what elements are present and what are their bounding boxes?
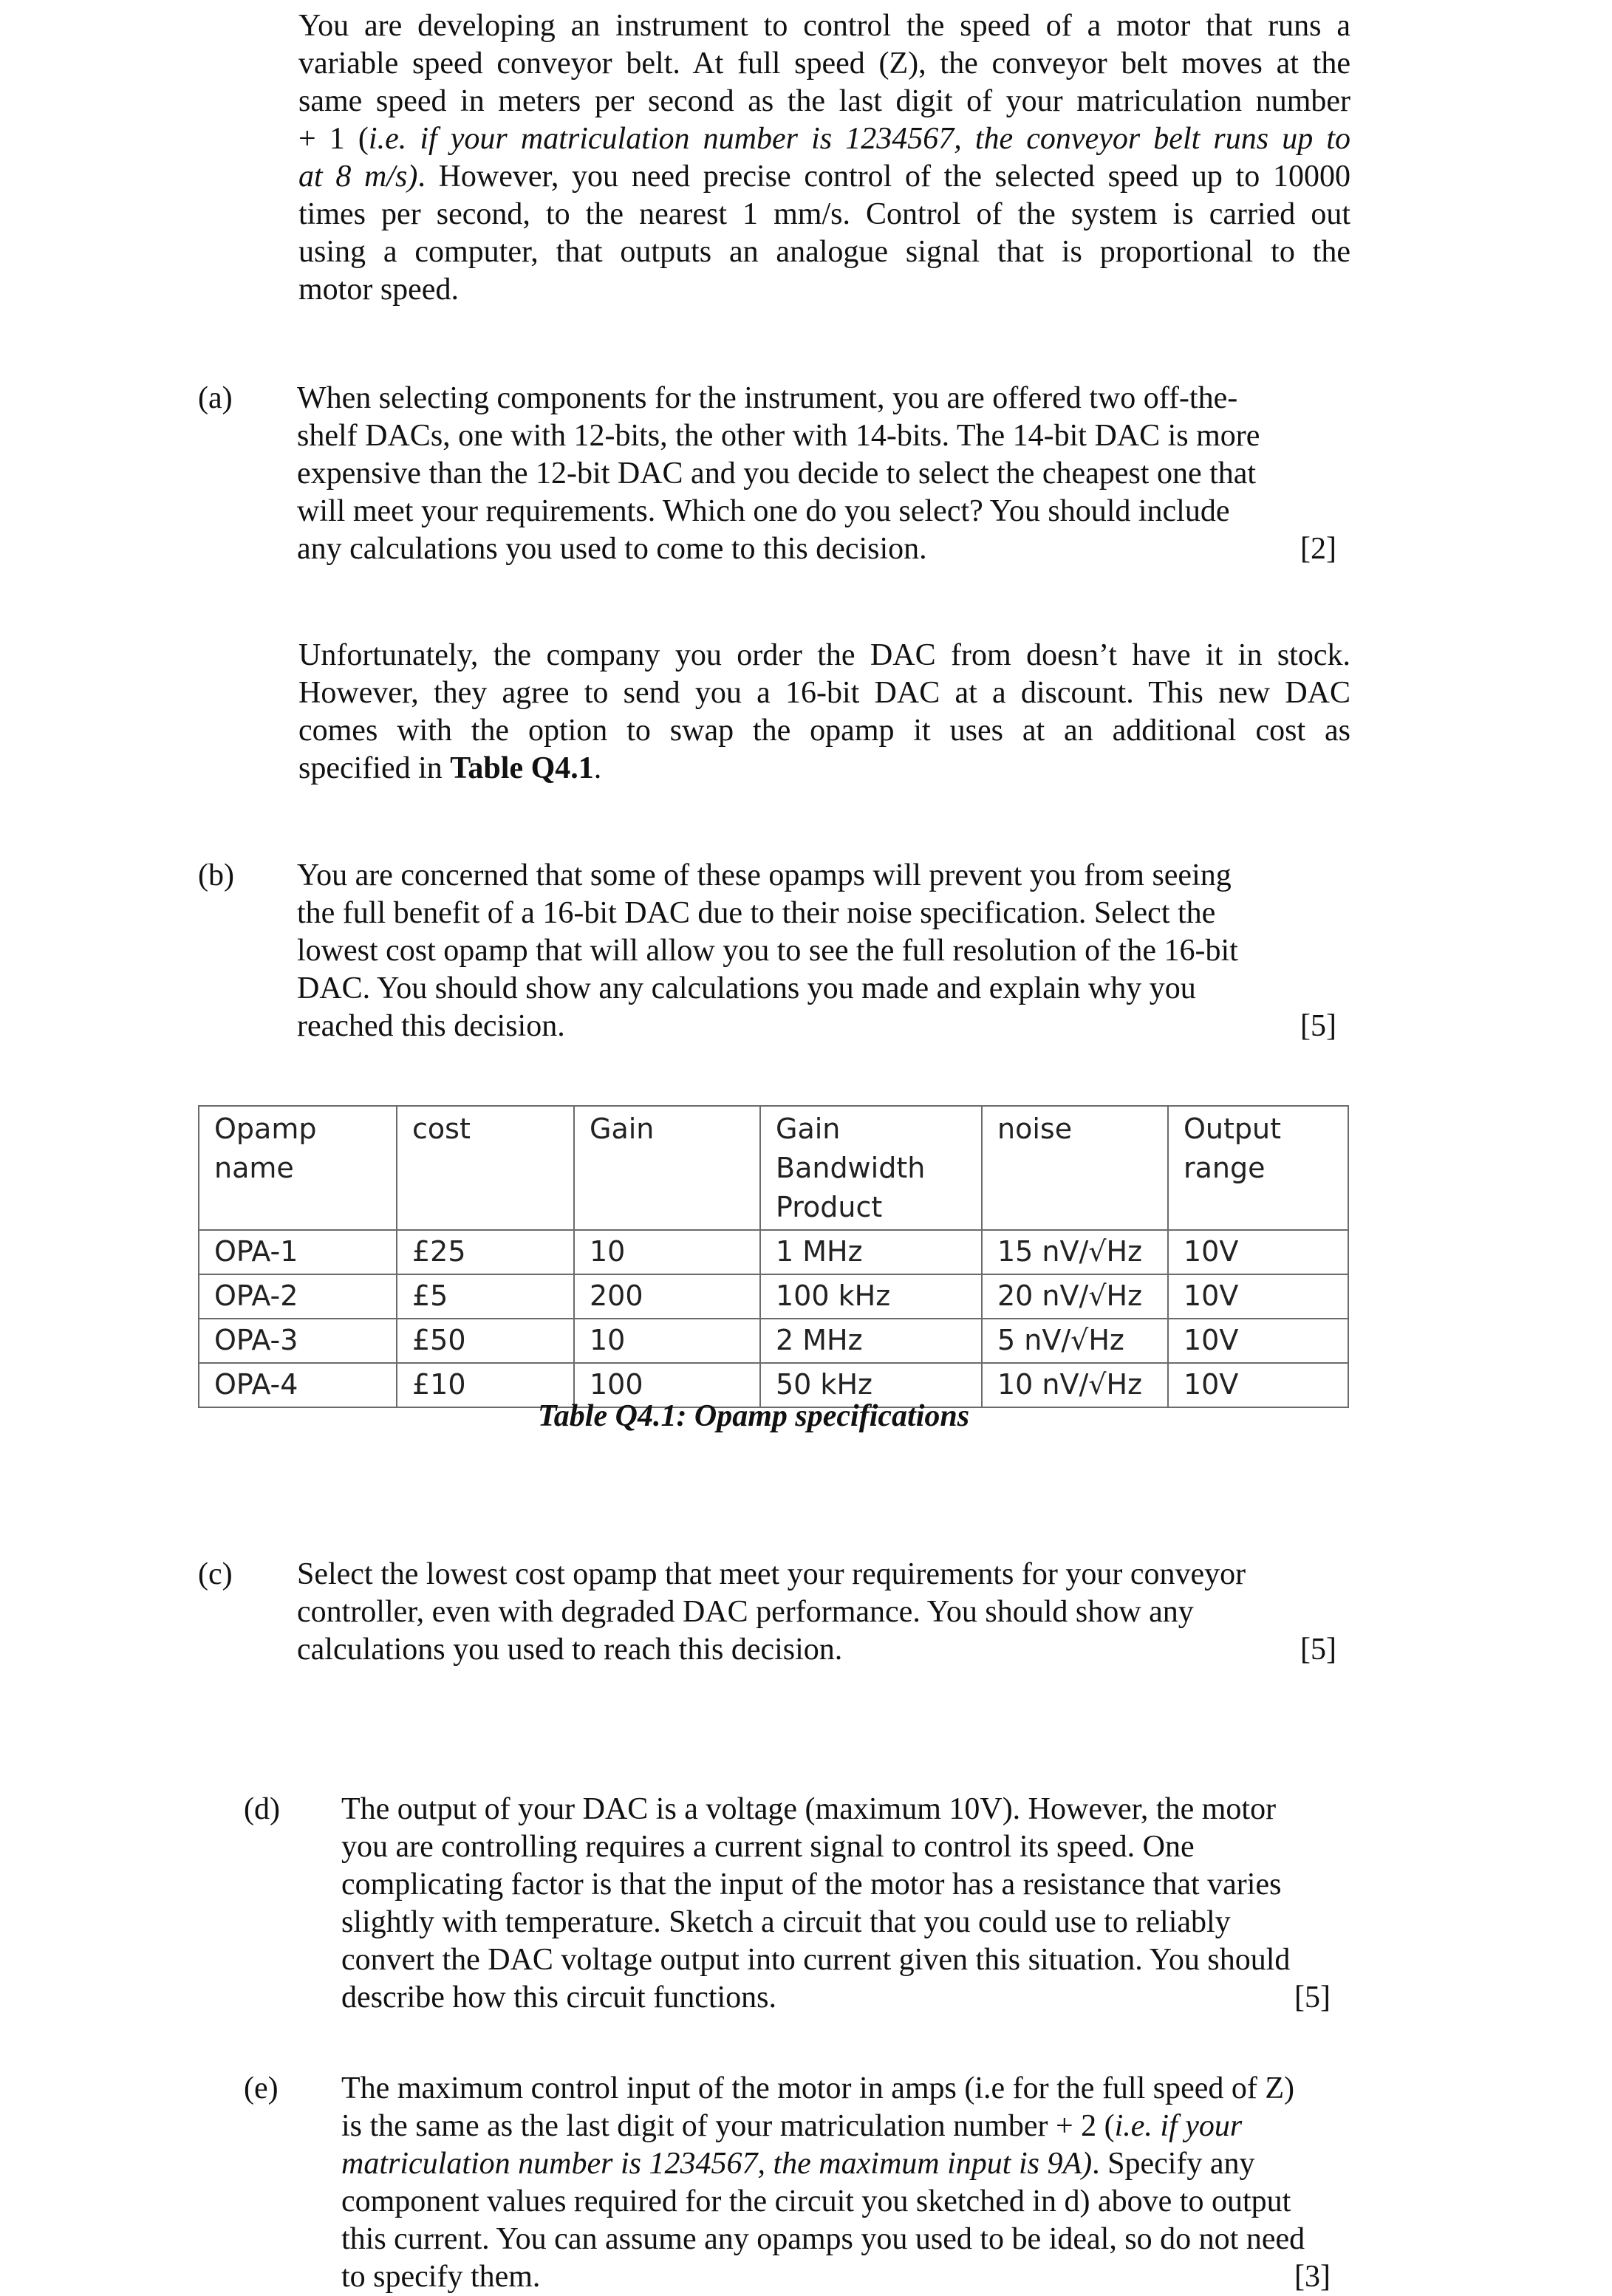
- intro-line: [298, 120, 1350, 158]
- question-line: shelf DACs, one with 12-bits, the other with 14-bits. The 14-bit DAC is more: [297, 419, 1260, 453]
- table-cell: OPA-1: [199, 1230, 397, 1274]
- table-cell: 50 kHz: [760, 1363, 982, 1407]
- part-c-marks: [5]: [1300, 1633, 1336, 1667]
- table-row: [199, 1274, 1348, 1319]
- part-e-marks: [3]: [1294, 2260, 1331, 2294]
- table-caption: Table Q4.1: Opamp specifications: [538, 1399, 970, 1433]
- intro-italic-example: i.e. if your matriculation number is 1234567, the conveyor belt runs up to: [368, 122, 1350, 156]
- table-cell: 20 nV/√Hz: [982, 1274, 1168, 1319]
- question-text: is the same as the last digit of your matriculation number + 2 (: [341, 2109, 1115, 2143]
- question-line: any calculations you used to come to this decision.: [297, 532, 927, 566]
- table-cell: £10: [397, 1363, 574, 1407]
- part-c-label: (c): [198, 1557, 233, 1591]
- header-cell: cost: [397, 1106, 574, 1230]
- intro-paragraph: [298, 7, 1350, 309]
- note-text: .: [593, 751, 602, 785]
- question-line: You are concerned that some of these opamps will prevent you from seeing: [297, 858, 1232, 892]
- table-row: [199, 1319, 1348, 1363]
- intro-text: + 1 (: [298, 122, 369, 156]
- part-b-question: [297, 857, 1350, 1045]
- table-header-row: [199, 1106, 1348, 1230]
- table-cell: £50: [397, 1319, 574, 1363]
- question-line: slightly with temperature. Sketch a circuit that you could use to reliably: [341, 1905, 1231, 1939]
- table-cell: 10: [574, 1230, 760, 1274]
- question-line: Select the lowest cost opamp that meet your requirements for your conveyor: [297, 1557, 1246, 1591]
- part-d-question: [341, 1791, 1350, 2017]
- table-cell: 1 MHz: [760, 1230, 982, 1274]
- question-line: controller, even with degraded DAC performance. You should show any: [297, 1595, 1194, 1629]
- question-line: the full benefit of a 16-bit DAC due to their noise specification. Select the: [297, 896, 1216, 930]
- question-line: The maximum control input of the motor in amps (i.e for the full speed of Z): [341, 2071, 1295, 2105]
- part-c-question: [297, 1556, 1350, 1669]
- question-line: [341, 2145, 1350, 2183]
- header-cell: Gain Bandwidth Product: [760, 1106, 982, 1230]
- part-b-marks: [5]: [1300, 1009, 1336, 1043]
- question-line: lowest cost opamp that will allow you to see the full resolution of the 16-bit: [297, 934, 1238, 968]
- question-line: When selecting components for the instrument, you are offered two off-the-: [297, 381, 1238, 415]
- part-d-marks: [5]: [1294, 1981, 1331, 2015]
- question-line: [341, 2108, 1350, 2145]
- part-d-label: (d): [244, 1792, 280, 1826]
- part-a-marks: [2]: [1300, 532, 1336, 566]
- part-b-label: (b): [198, 858, 234, 892]
- table-cell: OPA-2: [199, 1274, 397, 1319]
- stock-note-paragraph: [298, 637, 1350, 787]
- table-cell: 10 nV/√Hz: [982, 1363, 1168, 1407]
- intro-line: You are developing an instrument to control the speed of a motor that runs a: [298, 9, 1350, 43]
- header-cell: noise: [982, 1106, 1168, 1230]
- table-cell: OPA-3: [199, 1319, 397, 1363]
- part-a-question: [297, 380, 1350, 568]
- table-cell: 10V: [1168, 1363, 1348, 1407]
- intro-line: same speed in meters per second as the last digit of your matriculation number: [298, 84, 1350, 118]
- question-line: convert the DAC voltage output into current given this situation. You should: [341, 1943, 1291, 1977]
- intro-text: . However, you need precise control of the selected speed up to 10000: [417, 160, 1350, 194]
- question-line: this current. You can assume any opamps you used to be ideal, so do not need: [341, 2222, 1305, 2256]
- question-italic-example: i.e. if your: [1114, 2109, 1243, 2143]
- header-cell: Gain: [574, 1106, 760, 1230]
- note-line: [298, 750, 1350, 787]
- table-cell: 10V: [1168, 1319, 1348, 1363]
- question-line: The output of your DAC is a voltage (maximum 10V). However, the motor: [341, 1792, 1277, 1826]
- table-reference: Table Q4.1: [450, 751, 594, 785]
- table-cell: 200: [574, 1274, 760, 1319]
- question-line: reached this decision.: [297, 1009, 565, 1043]
- header-cell: Output range: [1168, 1106, 1348, 1230]
- part-e-label: (e): [244, 2071, 279, 2105]
- table-cell: 100 kHz: [760, 1274, 982, 1319]
- table-cell: £25: [397, 1230, 574, 1274]
- table-cell: 100: [574, 1363, 760, 1407]
- table-cell: 5 nV/√Hz: [982, 1319, 1168, 1363]
- intro-line: variable speed conveyor belt. At full speed (Z), the conveyor belt moves at the: [298, 47, 1350, 81]
- part-e-question: [341, 2070, 1350, 2296]
- table-cell: OPA-4: [199, 1363, 397, 1407]
- table-cell: 15 nV/√Hz: [982, 1230, 1168, 1274]
- table-cell: 10V: [1168, 1230, 1348, 1274]
- note-line: comes with the option to swap the opamp it uses at an additional cost as: [298, 714, 1350, 748]
- question-line: describe how this circuit functions.: [341, 1981, 777, 2015]
- question-text: . Specify any: [1092, 2147, 1255, 2181]
- opamp-spec-table: [198, 1105, 1349, 1408]
- table-row: [199, 1230, 1348, 1274]
- note-line: However, they agree to send you a 16-bit DAC at a discount. This new DAC: [298, 676, 1350, 710]
- question-line: DAC. You should show any calculations you made and explain why you: [297, 971, 1196, 1005]
- question-line: you are controlling requires a current signal to control its speed. One: [341, 1830, 1195, 1864]
- table-cell: 2 MHz: [760, 1319, 982, 1363]
- table-cell: 10V: [1168, 1274, 1348, 1319]
- question-line: complicating factor is that the input of the motor has a resistance that varies: [341, 1868, 1282, 1902]
- note-line: Unfortunately, the company you order the DAC from doesn’t have it in stock.: [298, 638, 1350, 672]
- intro-italic-example: at 8 m/s): [298, 160, 418, 194]
- note-text: specified in: [298, 751, 451, 785]
- intro-line: motor speed.: [298, 273, 459, 307]
- question-line: component values required for the circuit you sketched in d) above to output: [341, 2184, 1291, 2218]
- intro-line: using a computer, that outputs an analogue signal that is proportional to the: [298, 235, 1350, 269]
- question-line: calculations you used to reach this decision.: [297, 1633, 843, 1667]
- table-cell: 10: [574, 1319, 760, 1363]
- table-cell: £5: [397, 1274, 574, 1319]
- question-italic-example: matriculation number is 1234567, the maximum input is 9A): [341, 2147, 1093, 2181]
- question-line: will meet your requirements. Which one do you select? You should include: [297, 494, 1230, 528]
- question-line: to specify them.: [341, 2260, 541, 2294]
- part-a-label: (a): [198, 381, 233, 415]
- question-line: expensive than the 12-bit DAC and you decide to select the cheapest one that: [297, 457, 1257, 491]
- intro-line: times per second, to the nearest 1 mm/s. Control of the system is carried out: [298, 197, 1350, 231]
- header-cell: Opamp name: [199, 1106, 397, 1230]
- intro-line: [298, 158, 1350, 196]
